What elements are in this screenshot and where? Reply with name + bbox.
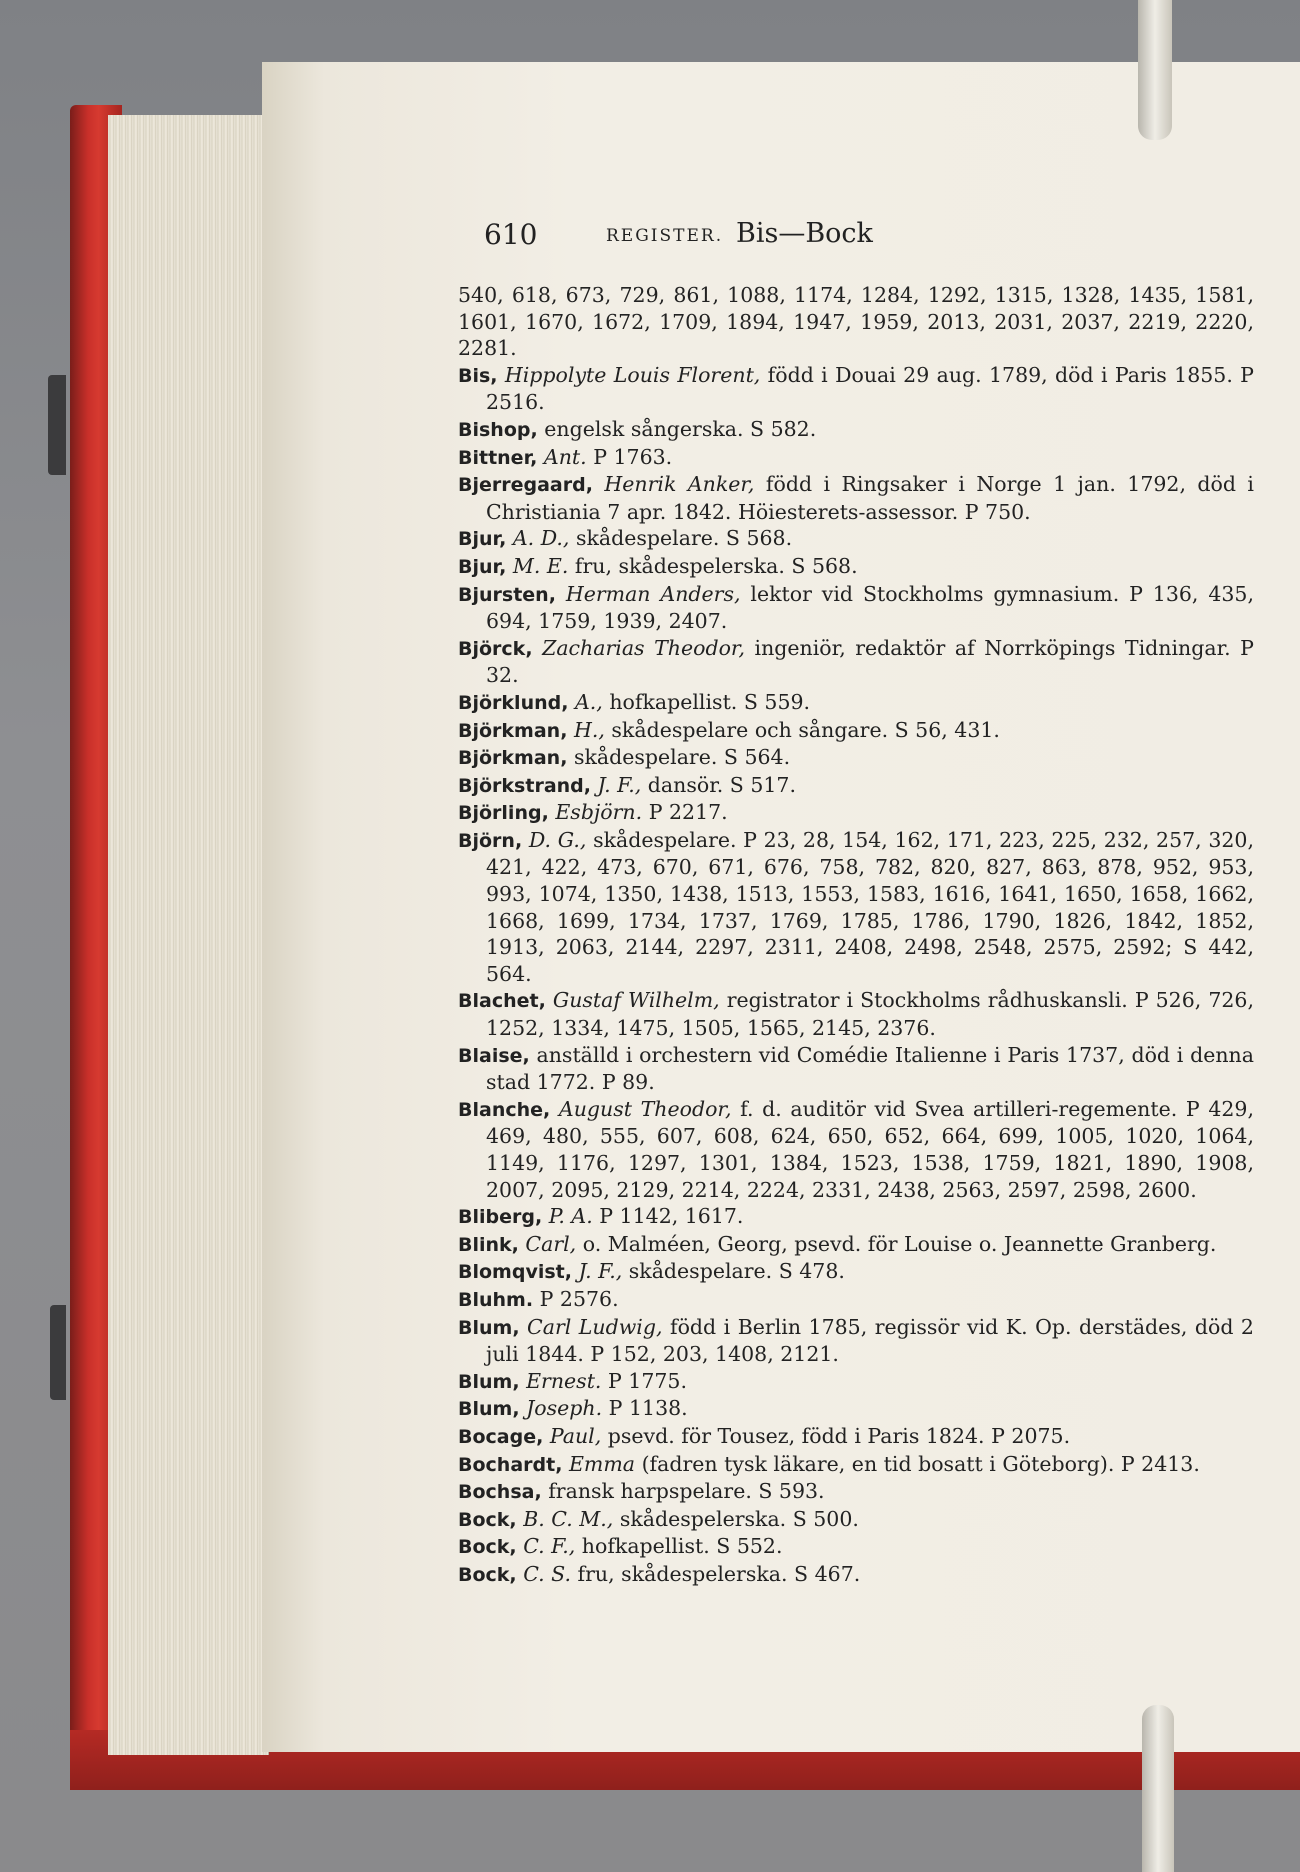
entry-surname: Björklund, xyxy=(458,691,569,714)
entry-surname: Blum, xyxy=(458,1398,520,1421)
entry-surname: Bjur, xyxy=(458,555,507,578)
register-entry xyxy=(458,1258,1254,1286)
entry-surname: Blachet, xyxy=(458,990,546,1013)
entry-surname: Bock, xyxy=(458,1563,517,1586)
register-entry xyxy=(458,444,1254,472)
clamp-left-lower xyxy=(50,1305,66,1400)
entry-surname: Blaise, xyxy=(458,1044,530,1067)
entry-range: Bis—Bock xyxy=(736,218,873,249)
entry-surname: Bittner, xyxy=(458,446,538,469)
register-entry xyxy=(458,799,1254,827)
register-entry xyxy=(458,1286,1254,1314)
register-entry xyxy=(458,471,1254,525)
entry-surname: Blomqvist, xyxy=(458,1261,572,1284)
register-entry xyxy=(458,635,1254,689)
register-entry xyxy=(458,1561,1254,1589)
entry-text: engelsk sångerska. S 582. xyxy=(544,416,817,441)
entry-surname: Björkman, xyxy=(458,747,568,770)
register-entry xyxy=(458,1506,1254,1534)
entry-text: skådespelare. S 568. xyxy=(575,526,793,551)
running-head: REGISTER. xyxy=(606,226,724,246)
entry-given-name: A. D., xyxy=(512,526,570,551)
register-entry xyxy=(458,1478,1254,1506)
entry-surname: Blum, xyxy=(458,1370,520,1393)
entry-text: lektor vid Stockholms gymnasium. P 136, 435, 694, 1759, 1939, 2407. xyxy=(486,581,1254,634)
register-entry xyxy=(458,987,1254,1041)
register-entry xyxy=(458,717,1254,745)
entry-given-name: J. F., xyxy=(578,1259,623,1284)
register-entry xyxy=(458,827,1254,988)
register-entry xyxy=(458,1423,1254,1451)
entry-text: P 1142, 1617. xyxy=(599,1204,744,1229)
entry-given-name: Gustaf Wilhelm, xyxy=(552,988,720,1013)
entry-given-name: Paul, xyxy=(549,1423,602,1448)
page-number: 610 xyxy=(484,218,538,251)
register-entry xyxy=(458,362,1254,416)
register-entry xyxy=(458,1096,1254,1203)
register-entry xyxy=(458,1231,1254,1259)
entry-given-name: Herman Anders, xyxy=(565,581,741,606)
entry-given-name: Esbjörn. xyxy=(555,800,643,825)
entry-given-name: J. F., xyxy=(597,772,642,797)
entry-text: psevd. för Tousez, född i Paris 1824. P 2075. xyxy=(607,1423,1071,1448)
entry-surname: Bjursten, xyxy=(458,583,556,606)
entry-surname: Bliberg, xyxy=(458,1206,543,1229)
page-edges xyxy=(108,115,269,1755)
entry-text: anställd i orchestern vid Comédie Italienne i Paris 1737, död i denna stad 1772. P 89. xyxy=(486,1042,1254,1095)
entry-surname: Björn, xyxy=(458,829,523,852)
register-entry xyxy=(458,1395,1254,1423)
entry-text: ingeniör, redaktör af Norrköpings Tidningar. P 32. xyxy=(486,635,1254,688)
register-entry xyxy=(458,1533,1254,1561)
entry-text: född i Berlin 1785, regissör vid K. Op. derstädes, död 2 juli 1844. P 152, 203, 1408, 2121. xyxy=(486,1314,1254,1367)
entry-surname: Björling, xyxy=(458,802,549,825)
entry-surname: Bock, xyxy=(458,1508,517,1531)
entry-text: f. d. auditör vid Svea artilleri-regemente. P 429, 469, 480, 555, 607, 608, 624, 650, 652, 664, 699, 1005, 1020, 1064, 1149, 1176, 1297, 1301, 1384, 1523, 1538, 1759, 1821, 1890, 1908, 2007, 2095, 2129, 2214, 2224, 2331, 2438, 2563, 2597, 2598, 2600. xyxy=(486,1096,1254,1202)
entry-surname: Blum, xyxy=(458,1316,520,1339)
register-entries xyxy=(458,282,1254,1589)
register-entry xyxy=(458,282,1254,362)
entry-text: 540, 618, 673, 729, 861, 1088, 1174, 1284, 1292, 1315, 1328, 1435, 1581, 1601, 1670, 1672, 1709, 1894, 1947, 1959, 2013, 2031, 2037, 2219, 2220, 2281. xyxy=(458,283,1254,361)
entry-surname: Bis, xyxy=(458,364,498,387)
entry-text: skådespelare och sångare. S 56, 431. xyxy=(611,717,1000,742)
register-entry xyxy=(458,1368,1254,1396)
entry-given-name: Hippolyte Louis Florent, xyxy=(504,362,761,387)
entry-given-name: B. C. M., xyxy=(523,1506,614,1531)
clamp-left-upper xyxy=(48,375,66,475)
entry-given-name: August Theodor, xyxy=(558,1096,732,1121)
entry-given-name: A., xyxy=(574,689,603,714)
entry-surname: Bishop, xyxy=(458,418,538,441)
entry-given-name: Joseph. xyxy=(526,1396,603,1421)
entry-surname: Björkstrand, xyxy=(458,774,591,797)
entry-given-name: C. F., xyxy=(523,1534,576,1559)
entry-text: (fadren tysk läkare, en tid bosatt i Göteborg). P 2413. xyxy=(641,1451,1200,1476)
entry-text: hofkapellist. S 552. xyxy=(581,1534,783,1559)
entry-given-name: Emma xyxy=(568,1451,636,1476)
entry-surname: Bjur, xyxy=(458,528,507,551)
entry-text: P 1763. xyxy=(593,444,673,469)
entry-text: dansör. S 517. xyxy=(647,772,796,797)
entry-text: P 2217. xyxy=(648,800,728,825)
register-entry xyxy=(458,1042,1254,1096)
entry-surname: Bocage, xyxy=(458,1425,544,1448)
entry-given-name: Carl, xyxy=(525,1231,577,1256)
entry-given-name: Ant. xyxy=(543,444,587,469)
register-entry xyxy=(458,1451,1254,1479)
entry-given-name: Henrik Anker, xyxy=(604,472,755,497)
entry-surname: Bock, xyxy=(458,1536,517,1559)
page-header xyxy=(484,218,1264,258)
register-entry xyxy=(458,416,1254,444)
register-entry xyxy=(458,744,1254,772)
register-entry xyxy=(458,1314,1254,1368)
entry-text: skådespelare. S 478. xyxy=(628,1259,845,1284)
page-clip-top xyxy=(1138,0,1172,140)
entry-given-name: Carl Ludwig, xyxy=(527,1314,663,1339)
entry-given-name: P. A. xyxy=(548,1204,593,1229)
entry-given-name: M. E. xyxy=(512,553,569,578)
entry-text: född i Ringsaker i Norge 1 jan. 1792, död i Christiania 7 apr. 1842. Höiesterets-assessor. P 750. xyxy=(486,472,1254,524)
register-entry xyxy=(458,1203,1254,1231)
entry-surname: Bochardt, xyxy=(458,1453,563,1476)
register-entry xyxy=(458,525,1254,553)
entry-surname: Björkman, xyxy=(458,719,568,742)
entry-given-name: C. S. xyxy=(523,1561,572,1586)
entry-text: född i Douai 29 aug. 1789, död i Paris 1855. P 2516. xyxy=(486,362,1254,415)
entry-text: skådespelare. S 564. xyxy=(573,745,791,770)
entry-surname: Bjerregaard, xyxy=(458,474,593,497)
page-clip-bottom xyxy=(1142,1705,1174,1872)
register-entry xyxy=(458,553,1254,581)
register-entry xyxy=(458,581,1254,635)
entry-text: hofkapellist. S 559. xyxy=(609,689,811,714)
entry-given-name: D. G., xyxy=(528,827,587,852)
entry-text: P 1138. xyxy=(608,1396,688,1421)
register-entry xyxy=(458,772,1254,800)
entry-text: registrator i Stockholms rådhuskansli. P 526, 726, 1252, 1334, 1475, 1505, 1565, 2145, 2376. xyxy=(486,988,1254,1041)
entry-surname: Bluhm. xyxy=(458,1288,534,1311)
entry-text: fransk harpspelare. S 593. xyxy=(548,1479,825,1504)
entry-given-name: Zacharias Theodor, xyxy=(542,635,745,660)
register-entry xyxy=(458,689,1254,717)
entry-text: P 1775. xyxy=(607,1368,687,1393)
entry-text: skådespelare. P 23, 28, 154, 162, 171, 223, 225, 232, 257, 320, 421, 422, 473, 670, 671, 676, 758, 782, 820, 827, 863, 878, 952, 953, 993, 1074, 1350, 1438, 1513, 1553, 1583, 1616, 1641, 1650, 1658, 1662, 1668, 1699, 1734, 1737, 1769, 1785, 1786, 1790, 1826, 1842, 1852, 1913, 2063, 2144, 2297, 2311, 2408, 2498, 2548, 2575, 2592; S 442, 564. xyxy=(486,827,1254,986)
entry-given-name: H., xyxy=(573,717,605,742)
entry-text: skådespelerska. S 500. xyxy=(619,1506,859,1531)
entry-surname: Björck, xyxy=(458,637,533,660)
entry-given-name: Ernest. xyxy=(526,1368,602,1393)
entry-text: fru, skådespelerska. S 467. xyxy=(577,1561,861,1586)
entry-surname: Bochsa, xyxy=(458,1481,542,1504)
entry-text: fru, skådespelerska. S 568. xyxy=(574,553,858,578)
entry-surname: Blanche, xyxy=(458,1098,551,1121)
entry-text: P 2576. xyxy=(539,1286,619,1311)
entry-surname: Blink, xyxy=(458,1233,519,1256)
entry-text: o. Malméen, Georg, psevd. för Louise o. Jeannette Granberg. xyxy=(582,1231,1217,1256)
